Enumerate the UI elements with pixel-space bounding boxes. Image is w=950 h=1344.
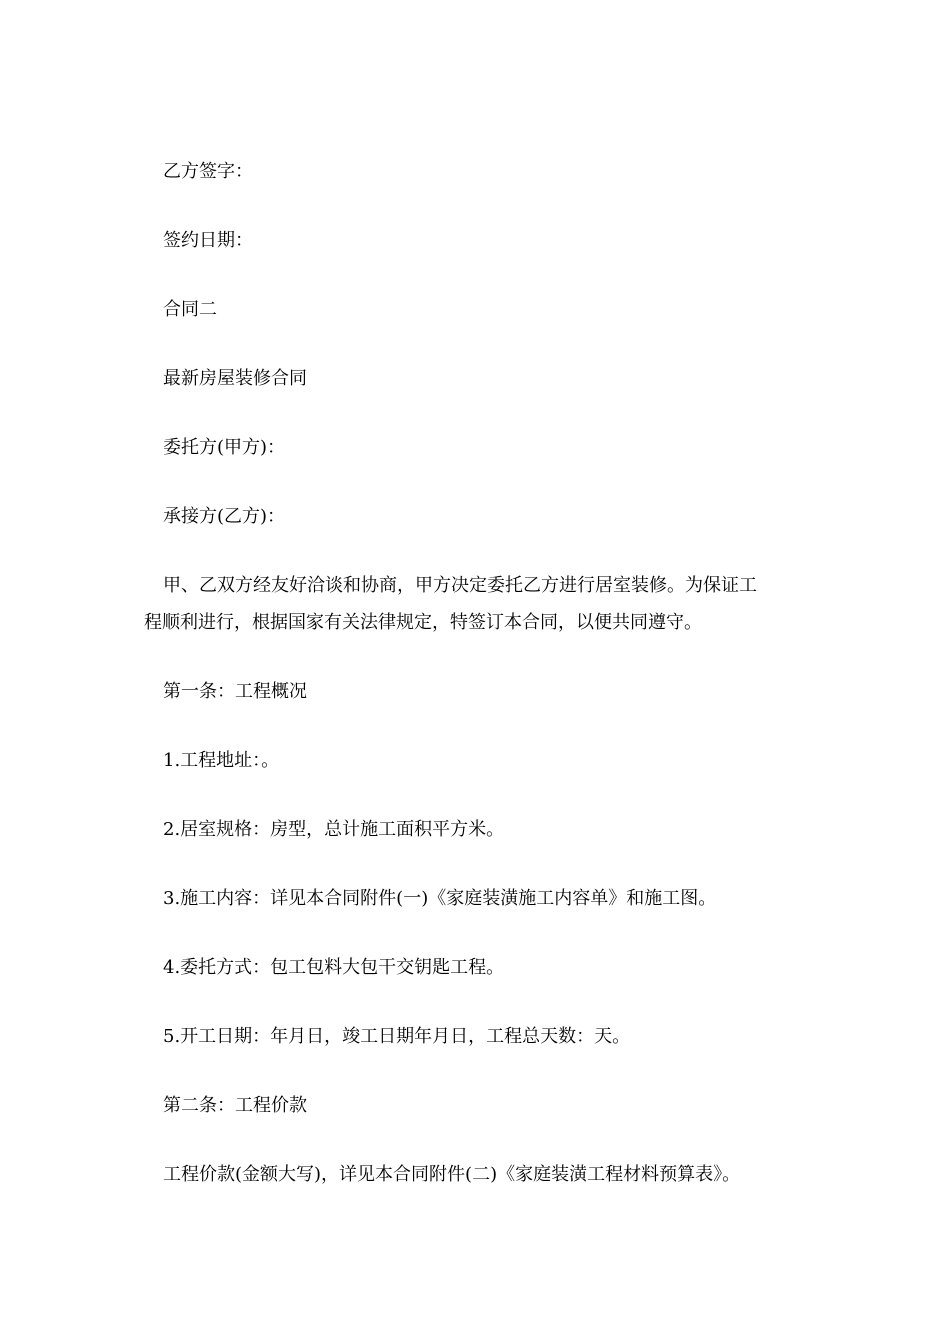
construction-content-item: 3.施工内容：详见本合同附件(一)《家庭装潢施工内容单》和施工图。: [163, 888, 717, 909]
signing-date-label: 签约日期：: [163, 230, 253, 251]
project-price-paragraph: 工程价款(金额大写)，详见本合同附件(二)《家庭装潢工程材料预算表》。: [163, 1164, 741, 1185]
contract-number-heading: 合同二: [163, 299, 217, 320]
preamble-line-1: 甲、乙双方经友好洽谈和协商，甲方决定委托乙方进行居室装修。为保证工: [163, 575, 757, 596]
contract-title: 最新房屋装修合同: [163, 368, 307, 389]
start-date-item: 5.开工日期：年月日，竣工日期年月日，工程总天数：天。: [163, 1026, 631, 1047]
project-address-item: 1.工程地址：。: [163, 750, 280, 771]
article-1-heading: 第一条：工程概况: [163, 681, 307, 702]
client-party-a-label: 委托方(甲方)：: [163, 437, 286, 458]
commission-method-item: 4.委托方式：包工包料大包干交钥匙工程。: [163, 957, 505, 978]
preamble-line-2: 程顺利进行，根据国家有关法律规定，特签订本合同，以便共同遵守。: [144, 612, 702, 633]
room-spec-item: 2.居室规格：房型，总计施工面积平方米。: [163, 819, 505, 840]
party-b-signature-label: 乙方签字：: [163, 161, 253, 182]
article-2-heading: 第二条：工程价款: [163, 1095, 307, 1116]
contractor-party-b-label: 承接方(乙方)：: [163, 506, 286, 527]
